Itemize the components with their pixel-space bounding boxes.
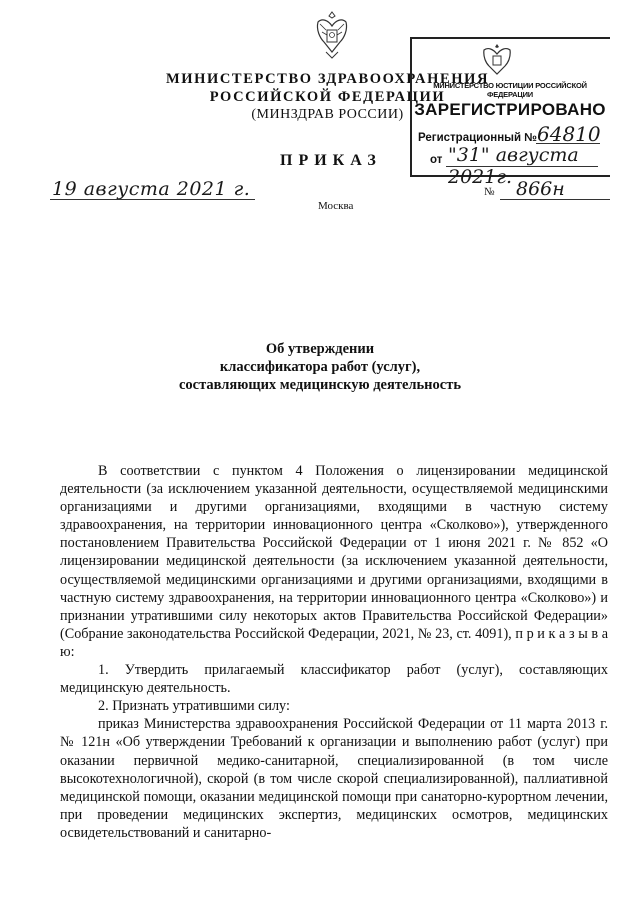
paragraph-preamble: В соответствии с пунктом 4 Положения о лицензировании медицинской деятельности (за исключением указанной деятельности, осуществляемой медицинскими организациями и другими организациями, входящими в частную систему здравоохранения, на территории инновационного центра «Сколково»), утвержденного постановлением Правительства Российской Федерации от 1 июня 2021 г. № 852 «О лицензировании медицинской деятельности (за исключением указанной деятельности, осуществляемой медицинскими организациями и другими организациями, входящими в частную систему здравоохранения, на территории инновационного центра «Сколково») и признании утратившими силу некоторых актов Правительства Российской Федерации» (Собрание законодательства Российской Федерации, 2021, № 23, ст. 4091), п р и к а з ы в а ю: (60, 463, 608, 660)
number-underline (500, 199, 610, 200)
stamp-date-underline (446, 166, 598, 167)
title-line3: составляющих медицинскую деятельность (178, 377, 462, 393)
title-line1: Об утверждении (265, 341, 375, 357)
order-title: ПРИКАЗ (280, 152, 382, 169)
document-title (100, 340, 540, 394)
coat-of-arms-icon (312, 8, 352, 60)
stamp-reg-number-label: Регистрационный № (418, 132, 538, 144)
ministry-abbreviation: (МИНЗДРАВ РОССИИ) (251, 107, 404, 122)
paragraph-item-1: 1. Утвердить прилагаемый классификатор работ (услуг), составляющих медицинскую деятельность. (60, 662, 608, 697)
stamp-ministry: МИНИСТЕРСТВО ЮСТИЦИИ РОССИЙСКОЙ ФЕДЕРАЦИИ (433, 81, 587, 99)
order-number: 866н (516, 178, 565, 200)
stamp-reg-date: "31" августа 2021г. (448, 144, 579, 188)
title-line2: классификатора работ (услуг), (219, 359, 421, 375)
city: Москва (318, 200, 354, 212)
stamp-registered: ЗАРЕГИСТРИРОВАНО (414, 100, 606, 119)
stamp-reg-number: 64810 (537, 122, 601, 146)
paragraph-repealed-order: приказ Министерства здравоохранения Российской Федерации от 11 марта 2013 г. № 121н «Об утверждении Требований к организации и выполнению работ (услуг) при оказании первичной медико-санитарной, специализированной (в том числе высокотехнологичной), скорой (в том числе скорой специализированной), паллиативной медицинской помощи, оказании медицинской помощи при санаторно-курортном лечении, при проведении медицинских экспертиз, медицинских осмотров, медицинских освидетельствований и санитарно- (60, 716, 608, 841)
document-body (60, 462, 608, 842)
ministry-name-line1: МИНИСТЕРСТВО ЗДРАВООХРАНЕНИЯ (165, 71, 490, 87)
signing-date: 19 августа 2021 г. (52, 178, 251, 200)
date-underline (50, 199, 255, 200)
ministry-name-line2: РОССИЙСКОЙ ФЕДЕРАЦИИ (209, 89, 446, 105)
stamp-coat-of-arms-icon (480, 42, 514, 78)
paragraph-item-2: 2. Признать утратившими силу: (98, 698, 290, 715)
stamp-from-label: от (430, 154, 443, 166)
order-number-label: № (484, 186, 495, 198)
